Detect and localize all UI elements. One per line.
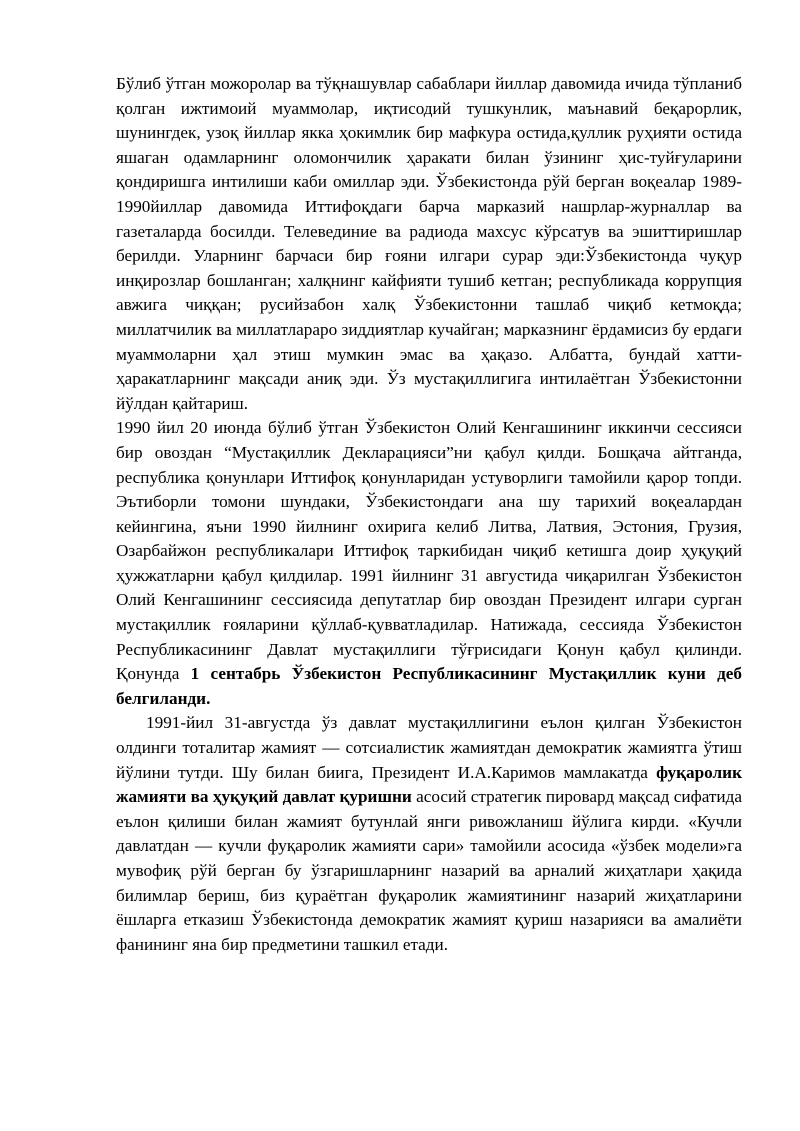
paragraph-3-text-end: асосий стратегик пировард мақсад сифатида еълон қилиши билан жамият бутунлай янги ривожланиш йўлига кирди. «Кучли давлатдан — кучли фуқаролик жамияти сари» тамойили асосида «ўзбек модели»га мувофиқ рўй берган бу ўзгаришларнинг назарий ва арналий жиҳатлари ҳақида билимлар бериш, биз қураётган фуқаролик жамиятининг назарий жиҳатларини ёшларга етказиш Ўзбекистонда демократик жамият қуриш назарияси ва амалиёти фанининг яна бир предметини ташкил етади. [116, 787, 742, 954]
paragraph-3-bold-text: фуқаролик жамияти ва ҳуқуқий давлат қуришни [116, 762, 742, 807]
paragraph-1 [116, 72, 742, 416]
paragraph-2-bold-text: 1 сентабрь Ўзбекистон Республикасининг Мустақиллик куни деб белгиланди. [116, 664, 742, 708]
paragraph-3 [116, 711, 742, 957]
document-page [116, 72, 742, 957]
paragraph-2 [116, 416, 742, 711]
paragraph-1-text: Бўлиб ўтган можоролар ва тўқнашувлар сабаблари йиллар давомида ичида тўпланиб қолган ижтимоий муаммолар, иқтисодий тушкунлик, маънавий беқарорлик, шунингдек, узоқ йиллар якка ҳокимлик бир мафкура остида,қуллик руҳияти остида яшаган одамларнинг оломончилик ҳаракати билан ўзининг ҳис-туйғуларини қондиришга интилиши каби омиллар эди. Ўзбекистонда рўй берган воқеалар 1989-1990йиллар давомида Иттифоқдаги барча марказий нашрлар-журналлар ва газеталарда босилди. Телевединие ва радиода махсус кўрсатув ва эшиттиришлар берилди. Уларнинг барчаси бир ғояни илгари сурар эди:Ўзбекистонда чуқур инқирозлар бошланган; халқнинг кайфияти тушиб кетган; республикада коррупция авжига чиққан; русийзабон халқ Ўзбекистонни ташлаб чиқиб кетмоқда; миллатчилик ва миллатлараро зиддиятлар кучайган; марказнинг ёрдамисиз бу ердаги муаммоларни ҳал этиш мумкин эмас ва ҳақазо. Албатта, бундай хатти-ҳаракатларнинг мақсади аниқ эди. Ўз мустақиллигига интилаётган Ўзбекистонни йўлдан қайтариш. [116, 74, 742, 413]
paragraph-2-text: 1990 йил 20 июнда бўлиб ўтган Ўзбекистон Олий Кенгашининг иккинчи сессияси бир овоздан “Мустақиллик Декларацияси”ни қабул қилди. Бошқача айтганда, республика қонунлари Иттифоқ қонунларидан устуворлиги тамойили қарор топди. Эътиборли томони шундаки, Ўзбекистондаги ана шу тарихий воқеалардан кейингина, яъни 1990 йилнинг охирига келиб Литва, Латвия, Эстония, Грузия, Озарбайжон республикалари Иттифоқ таркибидан чиқиб кетишга доир ҳуқуқий ҳужжатларни қабул қилдилар. 1991 йилнинг 31 августида чиқарилган Ўзбекистон Олий Кенгашининг сессиясида депутатлар бир овоздан Президент илгари сурган мустақиллик ғояларини қўллаб-қувватладилар. Натижада, сессияда Ўзбекистон Республикасининг Давлат мустақиллиги тўғрисидаги Қонун қабул қилинди. Қонунда [116, 418, 742, 684]
paragraph-3-text-start: 1991-йил 31-августда ўз давлат мустақиллигини еълон қилган Ўзбекистон олдинги тоталитар жамият — сотсиалистик жамиятдан демократик жамиятга ўтиш йўлини тутди. Шу билан биига, Президент И.А.Каримов мамлакатда [116, 713, 742, 782]
